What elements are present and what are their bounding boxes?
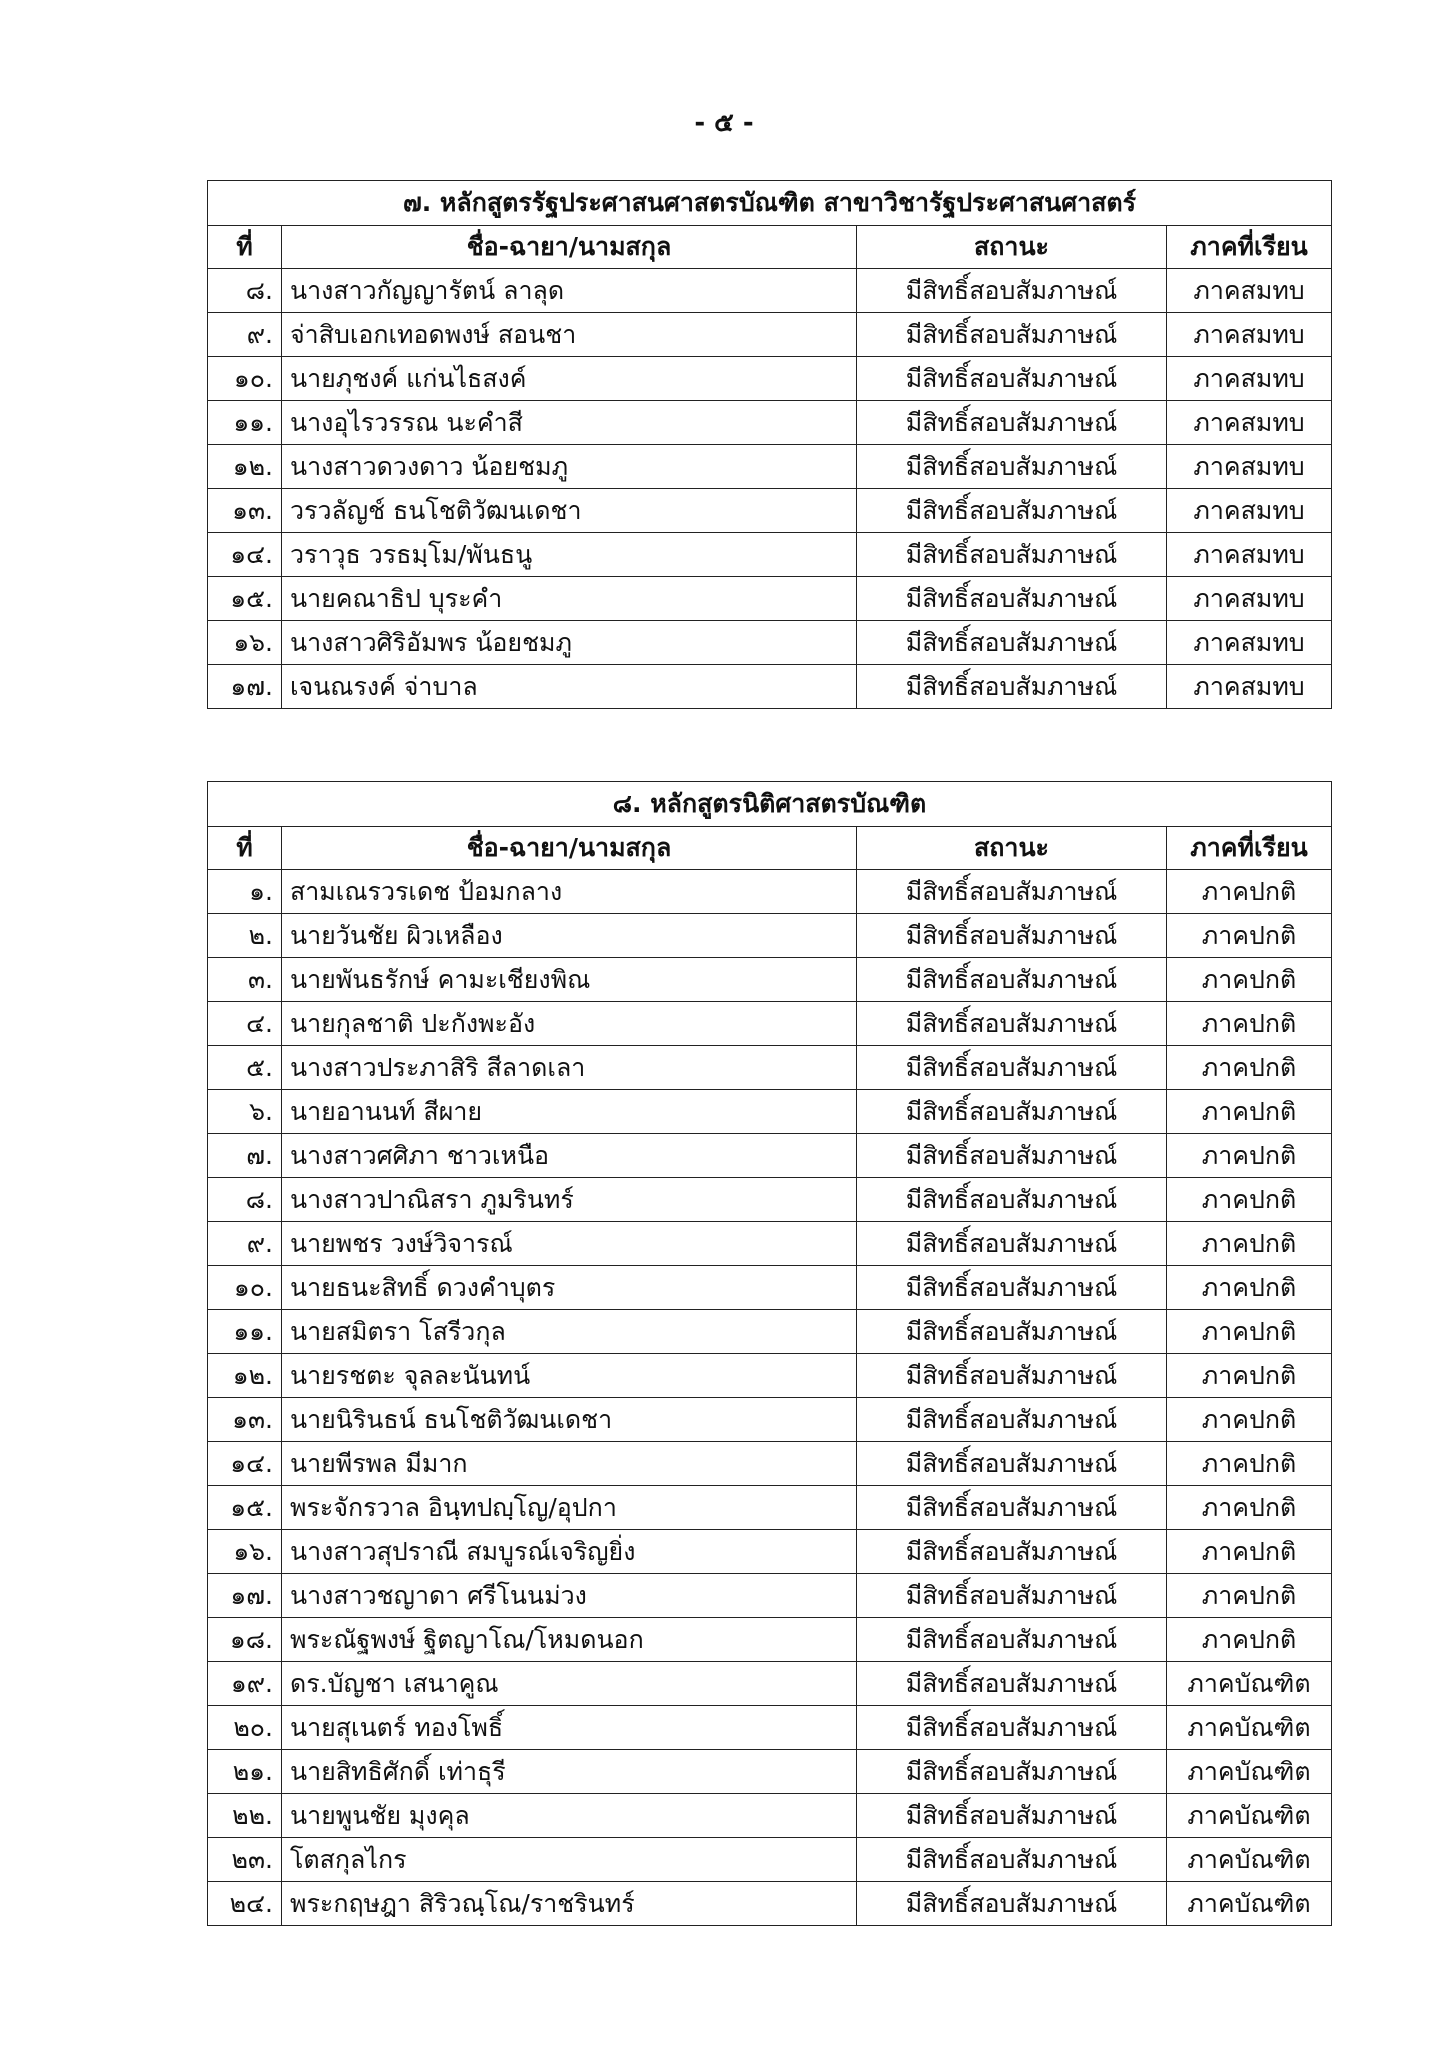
applicant-status: มีสิทธิ์สอบสัมภาษณ์ [857,1794,1167,1838]
applicant-name: นายรชตะ จุลละนันทน์ [282,1354,857,1398]
study-term: ภาคปกติ [1167,1046,1332,1090]
study-term: ภาคปกติ [1167,1618,1332,1662]
row-number: ๒๔. [208,1882,282,1926]
applicant-status: มีสิทธิ์สอบสัมภาษณ์ [857,1530,1167,1574]
study-term: ภาคปกติ [1167,914,1332,958]
row-number: ๔. [208,1002,282,1046]
study-term: ภาคปกติ [1167,1134,1332,1178]
table-row [208,1486,1332,1530]
study-term: ภาคปกติ [1167,1354,1332,1398]
table-row [208,1398,1332,1442]
study-term: ภาคบัณฑิต [1167,1882,1332,1926]
row-number: ๑๔. [208,1442,282,1486]
applicant-name: พระกฤษฎา สิริวณฺโณ/ราชรินทร์ [282,1882,857,1926]
applicant-name: นางสาวกัญญารัตน์ ลาลุด [282,269,857,313]
row-number: ๑๐. [208,1266,282,1310]
study-term: ภาคปกติ [1167,1002,1332,1046]
table-row [208,445,1332,489]
study-term: ภาคสมทบ [1167,313,1332,357]
applicant-status: มีสิทธิ์สอบสัมภาษณ์ [857,1574,1167,1618]
row-number: ๒๒. [208,1794,282,1838]
study-term: ภาคสมทบ [1167,269,1332,313]
applicant-name: นางสาวชญาดา ศรีโนนม่วง [282,1574,857,1618]
applicant-name: นายพชร วงษ์วิจารณ์ [282,1222,857,1266]
study-term: ภาคปกติ [1167,1530,1332,1574]
row-number: ๕. [208,1046,282,1090]
column-header-term: ภาคที่เรียน [1167,827,1332,870]
applicant-name: นายภุชงค์ แก่นไธสงค์ [282,357,857,401]
table-row [208,489,1332,533]
applicant-name: นายพีรพล มีมาก [282,1442,857,1486]
row-number: ๑๕. [208,1486,282,1530]
applicant-name: นายพูนชัย มุงคุล [282,1794,857,1838]
table-row [208,1178,1332,1222]
applicant-status: มีสิทธิ์สอบสัมภาษณ์ [857,577,1167,621]
row-number: ๒๐. [208,1706,282,1750]
row-number: ๑๒. [208,445,282,489]
applicant-status: มีสิทธิ์สอบสัมภาษณ์ [857,1838,1167,1882]
table-row [208,1750,1332,1794]
applicant-status: มีสิทธิ์สอบสัมภาษณ์ [857,870,1167,914]
table-row [208,621,1332,665]
study-term: ภาคปกติ [1167,1178,1332,1222]
table-row [208,665,1332,709]
row-number: ๑๑. [208,401,282,445]
applicant-status: มีสิทธิ์สอบสัมภาษณ์ [857,1442,1167,1486]
applicant-status: มีสิทธิ์สอบสัมภาษณ์ [857,269,1167,313]
table-row [208,1266,1332,1310]
row-number: ๗. [208,1134,282,1178]
column-header-status: สถานะ [857,226,1167,269]
table-row [208,1706,1332,1750]
study-term: ภาคบัณฑิต [1167,1662,1332,1706]
study-term: ภาคบัณฑิต [1167,1706,1332,1750]
applicant-status: มีสิทธิ์สอบสัมภาษณ์ [857,1178,1167,1222]
study-term: ภาคปกติ [1167,1222,1332,1266]
applicant-name: นางสาวปาณิสรา ภูมรินทร์ [282,1178,857,1222]
applicant-name: นายกุลชาติ ปะกังพะอัง [282,1002,857,1046]
applicant-status: มีสิทธิ์สอบสัมภาษณ์ [857,1090,1167,1134]
row-number: ๑๐. [208,357,282,401]
table-row [208,914,1332,958]
row-number: ๑๒. [208,1354,282,1398]
table-row [208,1046,1332,1090]
row-number: ๓. [208,958,282,1002]
study-term: ภาคสมทบ [1167,445,1332,489]
study-term: ภาคสมทบ [1167,489,1332,533]
row-number: ๑๕. [208,577,282,621]
applicant-name: นางอุไรวรรณ นะคำสี [282,401,857,445]
study-term: ภาคบัณฑิต [1167,1794,1332,1838]
table-row [208,357,1332,401]
section-title: ๗. หลักสูตรรัฐประศาสนศาสตรบัณฑิต สาขาวิชารัฐประศาสนศาสตร์ [208,181,1332,226]
table-row [208,1002,1332,1046]
applicant-status: มีสิทธิ์สอบสัมภาษณ์ [857,1618,1167,1662]
applicant-status: มีสิทธิ์สอบสัมภาษณ์ [857,621,1167,665]
applicant-name: นายนิรินธน์ ธนโชติวัฒนเดชา [282,1398,857,1442]
applicant-name: นายคณาธิป บุระคำ [282,577,857,621]
applicant-status: มีสิทธิ์สอบสัมภาษณ์ [857,313,1167,357]
applicant-name: นายวันชัย ผิวเหลือง [282,914,857,958]
row-number: ๙. [208,313,282,357]
table-row [208,1222,1332,1266]
table-row [208,958,1332,1002]
applicant-name: พระณัฐพงษ์ ฐิตญาโณ/โหมดนอก [282,1618,857,1662]
row-number: ๑๗. [208,665,282,709]
applicant-name: นายอานนท์ สีผาย [282,1090,857,1134]
applicant-status: มีสิทธิ์สอบสัมภาษณ์ [857,1046,1167,1090]
table-row [208,1090,1332,1134]
column-header-name: ชื่อ-ฉายา/นามสกุล [282,827,857,870]
study-term: ภาคสมทบ [1167,357,1332,401]
applicant-status: มีสิทธิ์สอบสัมภาษณ์ [857,489,1167,533]
applicant-name: นางสาวสุปราณี สมบูรณ์เจริญยิ่ง [282,1530,857,1574]
study-term: ภาคสมทบ [1167,533,1332,577]
study-term: ภาคปกติ [1167,870,1332,914]
applicant-status: มีสิทธิ์สอบสัมภาษณ์ [857,665,1167,709]
column-header-status: สถานะ [857,827,1167,870]
applicant-status: มีสิทธิ์สอบสัมภาษณ์ [857,401,1167,445]
table-row [208,1574,1332,1618]
column-header-term: ภาคที่เรียน [1167,226,1332,269]
applicant-name: นายสิทธิศักดิ์ เท่าธุรี [282,1750,857,1794]
study-term: ภาคปกติ [1167,958,1332,1002]
table-row [208,313,1332,357]
table-row [208,1310,1332,1354]
table-row [208,1662,1332,1706]
applicant-name: สามเณรวรเดช ป้อมกลาง [282,870,857,914]
applicant-status: มีสิทธิ์สอบสัมภาษณ์ [857,1662,1167,1706]
section-title: ๘. หลักสูตรนิติศาสตรบัณฑิต [208,782,1332,827]
applicant-name: นางสาวประภาสิริ สีลาดเลา [282,1046,857,1090]
applicant-name: เจนณรงค์ จ่าบาล [282,665,857,709]
row-number: ๒. [208,914,282,958]
applicant-status: มีสิทธิ์สอบสัมภาษณ์ [857,1002,1167,1046]
applicant-name: โตสกุลไกร [282,1838,857,1882]
row-number: ๑๖. [208,1530,282,1574]
applicant-status: มีสิทธิ์สอบสัมภาษณ์ [857,533,1167,577]
row-number: ๑๓. [208,1398,282,1442]
applicant-name: นางสาวศิริอัมพร น้อยชมภู [282,621,857,665]
applicant-status: มีสิทธิ์สอบสัมภาษณ์ [857,1266,1167,1310]
applicant-name: นายสุเนตร์ ทองโพธิ์ [282,1706,857,1750]
table-row [208,1442,1332,1486]
applicant-status: มีสิทธิ์สอบสัมภาษณ์ [857,1310,1167,1354]
study-term: ภาคปกติ [1167,1090,1332,1134]
study-term: ภาคปกติ [1167,1574,1332,1618]
applicant-status: มีสิทธิ์สอบสัมภาษณ์ [857,1750,1167,1794]
applicant-status: มีสิทธิ์สอบสัมภาษณ์ [857,1486,1167,1530]
table-row [208,1838,1332,1882]
study-term: ภาคปกติ [1167,1266,1332,1310]
study-term: ภาคสมทบ [1167,401,1332,445]
applicant-name: วรวลัญช์ ธนโชติวัฒนเดชา [282,489,857,533]
table-row [208,1354,1332,1398]
row-number: ๑๗. [208,1574,282,1618]
row-number: ๑. [208,870,282,914]
table-row [208,269,1332,313]
applicant-status: มีสิทธิ์สอบสัมภาษณ์ [857,445,1167,489]
study-term: ภาคสมทบ [1167,621,1332,665]
applicant-status: มีสิทธิ์สอบสัมภาษณ์ [857,357,1167,401]
program-7-table [207,180,1332,709]
row-number: ๑๙. [208,1662,282,1706]
applicant-name: ดร.บัญชา เสนาคูณ [282,1662,857,1706]
row-number: ๒๓. [208,1838,282,1882]
applicant-name: วราวุธ วรธมฺโม/พันธนู [282,533,857,577]
applicant-status: มีสิทธิ์สอบสัมภาษณ์ [857,1882,1167,1926]
column-header-number: ที่ [208,827,282,870]
table-row [208,1618,1332,1662]
row-number: ๑๔. [208,533,282,577]
program-8-table [207,781,1332,1926]
row-number: ๙. [208,1222,282,1266]
row-number: ๒๑. [208,1750,282,1794]
row-number: ๑๘. [208,1618,282,1662]
row-number: ๑๖. [208,621,282,665]
table-row [208,870,1332,914]
column-header-name: ชื่อ-ฉายา/นามสกุล [282,226,857,269]
study-term: ภาคปกติ [1167,1398,1332,1442]
column-header-number: ที่ [208,226,282,269]
applicant-name: นายธนะสิทธิ์ ดวงคำบุตร [282,1266,857,1310]
table-row [208,1530,1332,1574]
applicant-status: มีสิทธิ์สอบสัมภาษณ์ [857,1706,1167,1750]
applicant-status: มีสิทธิ์สอบสัมภาษณ์ [857,1134,1167,1178]
study-term: ภาคบัณฑิต [1167,1838,1332,1882]
study-term: ภาคบัณฑิต [1167,1750,1332,1794]
row-number: ๘. [208,269,282,313]
applicant-name: พระจักรวาล อินฺทปญฺโญ/อุปกา [282,1486,857,1530]
table-row [208,401,1332,445]
table-row [208,533,1332,577]
page-number: - ๕ - [694,108,754,138]
applicant-status: มีสิทธิ์สอบสัมภาษณ์ [857,1222,1167,1266]
study-term: ภาคสมทบ [1167,665,1332,709]
applicant-name: นายพันธรักษ์ คามะเชียงพิณ [282,958,857,1002]
row-number: ๑๓. [208,489,282,533]
applicant-status: มีสิทธิ์สอบสัมภาษณ์ [857,914,1167,958]
table-row [208,1794,1332,1838]
applicant-status: มีสิทธิ์สอบสัมภาษณ์ [857,1354,1167,1398]
applicant-status: มีสิทธิ์สอบสัมภาษณ์ [857,1398,1167,1442]
applicant-name: จ่าสิบเอกเทอดพงษ์ สอนชา [282,313,857,357]
applicant-status: มีสิทธิ์สอบสัมภาษณ์ [857,958,1167,1002]
row-number: ๖. [208,1090,282,1134]
applicant-name: นายสมิตรา โสรีวกุล [282,1310,857,1354]
table-row [208,1882,1332,1926]
study-term: ภาคปกติ [1167,1486,1332,1530]
applicant-name: นางสาวดวงดาว น้อยชมภู [282,445,857,489]
row-number: ๘. [208,1178,282,1222]
table-row [208,1134,1332,1178]
study-term: ภาคปกติ [1167,1310,1332,1354]
row-number: ๑๑. [208,1310,282,1354]
study-term: ภาคปกติ [1167,1442,1332,1486]
table-row [208,577,1332,621]
study-term: ภาคสมทบ [1167,577,1332,621]
applicant-name: นางสาวศศิภา ชาวเหนือ [282,1134,857,1178]
